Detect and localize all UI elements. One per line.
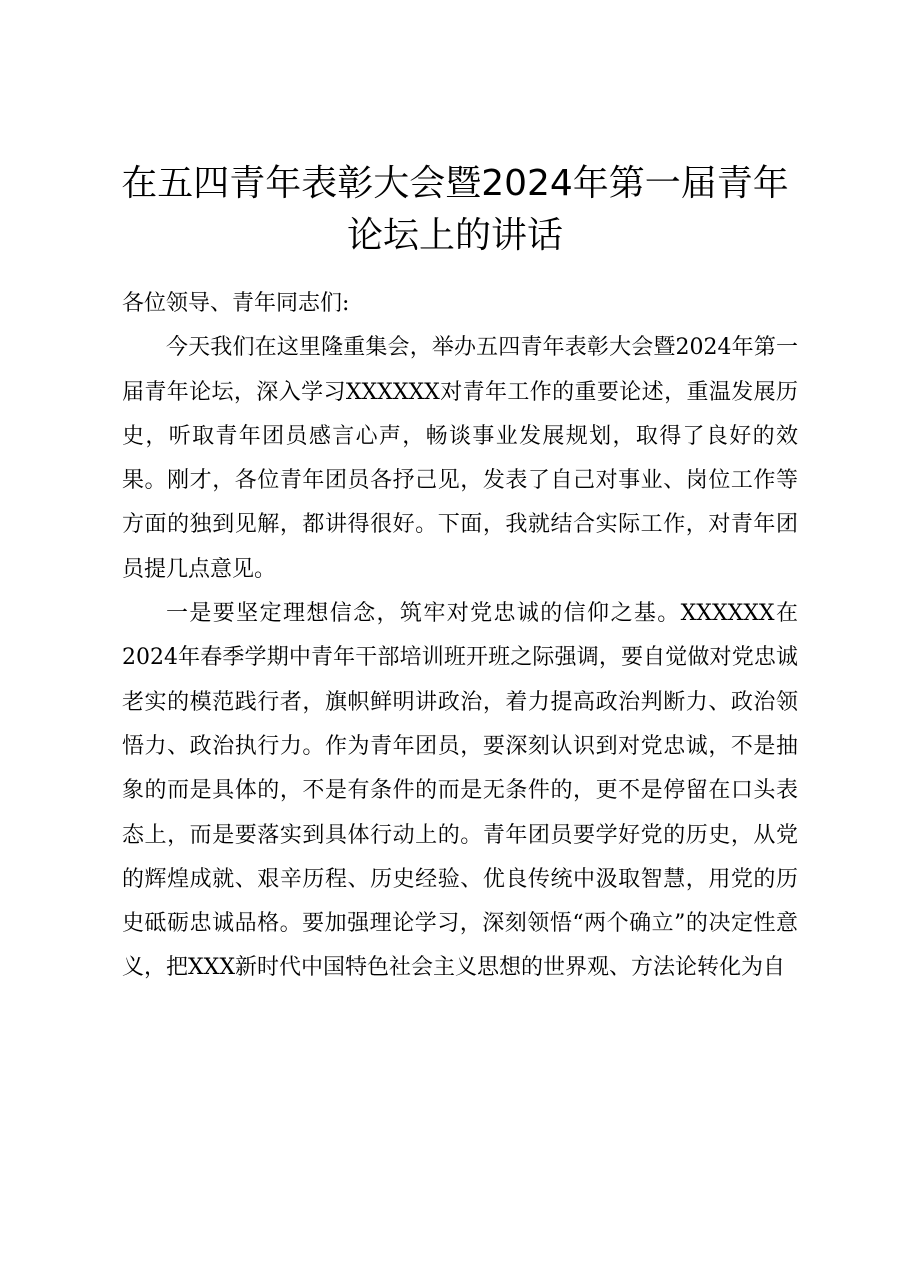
paragraph-point-one: 一是要坚定理想信念，筑牢对党忠诚的信仰之基。XXXXXX在2024年春季学期中青年干部培训班开班之际强调，要自觉做对党忠诚老实的模范践行者，旗帜鲜明讲政治，着力提高政治判断力、政治领悟力、政治执行力。作为青年团员，要深刻认识到对党忠诚，不是抽象的而是具体的，不是有条件的而是无条件的，更不是停留在口头表态上，而是要落实到具体行动上的。青年团员要学好党的历史，从党的辉煌成就、艰辛历程、历史经验、优良传统中汲取智慧，用党的历史砥砺忠诚品格。要加强理论学习，深刻领悟“两个确立”的决定性意义，把XXX新时代中国特色社会主义思想的世界观、方法论转化为自	[122, 601, 798, 981]
document-body	[122, 282, 798, 991]
paragraph-intro: 今天我们在这里隆重集会，举办五四青年表彰大会暨2024年第一届青年论坛，深入学习XXXXXX对青年工作的重要论述，重温发展历史，听取青年团员感言心声，畅谈事业发展规划，取得了良好的效果。刚才，各位青年团员各抒己见，发表了自己对事业、岗位工作等方面的独到见解，都讲得很好。下面，我就结合实际工作，对青年团员提几点意见。	[122, 335, 798, 582]
document-title: 在五四青年表彰大会暨2024年第一届青年论坛上的讲话	[121, 163, 789, 256]
salutation: 各位领导、青年同志们:	[122, 291, 350, 316]
